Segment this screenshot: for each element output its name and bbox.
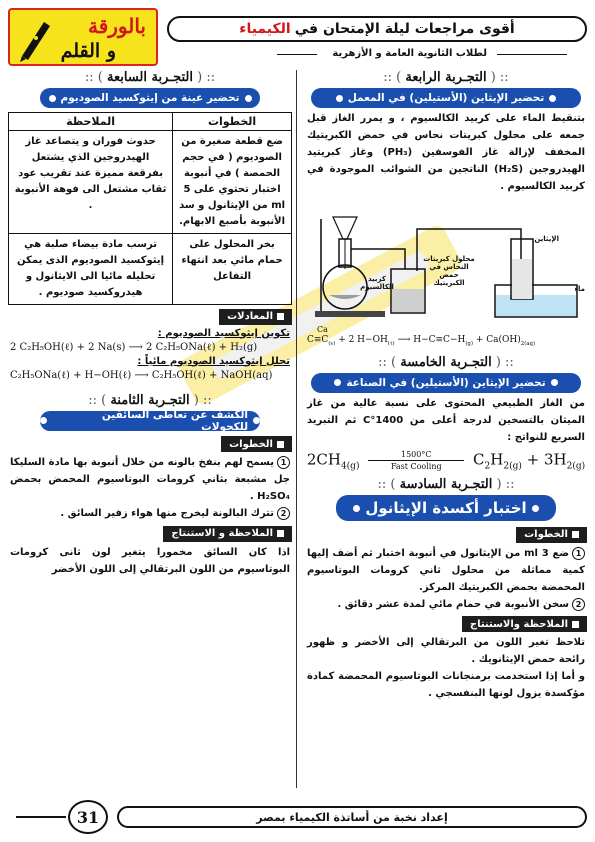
eq1-title: تكوين إيثوكسيد الصوديوم : xyxy=(157,327,290,339)
exp6-step1: 1ضع 3 ml من الإيثانول في أنبوبة اختبار ثم أضف إليها كمية مماثلة من محلول ثاني كرومات البوتاسيوم المحمضة بحمض الكبريتيك المركز. xyxy=(307,547,585,593)
exp8-obs: اذا كان السائق مخمورا يتغير لون ثانى كرومات البوتاسيوم من اللون البرتقالي إلى اللون الأخضر xyxy=(10,546,290,575)
subtitle: لطلاب الثانوية العامة و الأزهرية xyxy=(332,48,487,59)
brand-line2: و القلم xyxy=(60,40,116,62)
table-cell-obs: حدوث فوران و يتصاعد غاز الهيدروجين الذي يشتعل بفرقعة مميزة عند تقريب عود ثقاب مشتعل الى فوهة الأنبوبة . xyxy=(9,131,173,234)
page-title xyxy=(167,16,587,42)
brand-line1: بالورقة xyxy=(87,14,146,38)
title-main: أقوى مراجعات ليلة الإمتحان في xyxy=(294,21,515,37)
table-cell-obs: ترسب مادة بيضاء صلبة هي إيثوكسيد الصوديوم الذى يمكن تحليله مائيا الى الايثانول و هيدروكسيد صوديوم . xyxy=(9,234,173,305)
exp4-pill: تحضير الإيثاين (الأستيلين) في المعمل xyxy=(311,88,581,108)
bullet-icon xyxy=(549,95,556,102)
exp7-table xyxy=(8,112,292,305)
bullet-icon xyxy=(551,379,558,386)
table-row xyxy=(9,234,292,305)
square-icon xyxy=(277,530,284,537)
exp6-steps-head: الخطوات xyxy=(516,527,587,543)
footer-rule xyxy=(16,816,66,818)
exp8-step2: 2تترك البالونة ليخرج منها هواء زفير السائق . xyxy=(8,505,292,522)
exp5-title: :: ( التجـربة الخامسة ) :: xyxy=(378,354,514,370)
exp8-pill: الكشف عن تعاطى السائقين للكحولات xyxy=(40,411,260,431)
exp6-step2: 2سخن الأنبوبة في حمام مائي لمدة عشر دقائق . xyxy=(305,596,587,613)
exp7-pill: تحضير عينة من إيثوكسيد الصوديوم xyxy=(40,88,260,108)
exp8-steps-head: الخطوات xyxy=(221,436,292,452)
equations-head: المعادلات xyxy=(219,309,292,325)
bullet-icon xyxy=(353,505,360,512)
exp5-pill: تحضير الإيثاين (الأستيلين) في الصناعة xyxy=(311,373,581,393)
bullet-icon xyxy=(49,95,56,102)
square-icon xyxy=(572,621,579,628)
label-solution: محلول كبريتات النحاس في حمض الكبريتيك xyxy=(423,255,475,287)
exp7-title: :: ( التجـربة السابعة ) :: xyxy=(84,70,216,85)
brand-logo xyxy=(8,8,158,66)
column-divider xyxy=(296,70,297,788)
title-highlight: الكيمياء xyxy=(239,21,291,37)
table-header-steps: الخطوات xyxy=(173,113,292,131)
exp6-obs-head: الملاحظة والاستنتاج xyxy=(462,616,587,632)
page-header xyxy=(8,8,587,68)
bullet-icon xyxy=(245,95,252,102)
table-cell-step: بخر المحلول على حمام مائي بعد انتهاء التفاعل xyxy=(173,234,292,305)
eq2-title: تحلل إيثوكسيد الصوديوم مائياً : xyxy=(137,355,290,367)
exp6-obs1: تلاحظ تغير اللون من البرتقالي إلى الأخضر و ظهور رائحة حمض الإيثانويك . xyxy=(307,637,585,666)
page-footer xyxy=(8,800,587,834)
table-row xyxy=(9,131,292,234)
table-cell-step: ضع قطعة صغيرة من الصوديوم ( في حجم الحمصة ) في أنبوبة اختبار تحتوي على 5 ml من الإيثانول و سد الأنبوبة بأصبع الابهام. xyxy=(173,131,292,234)
bullet-icon xyxy=(532,505,539,512)
square-icon xyxy=(277,441,284,448)
label-ethyne: الإيثاين xyxy=(534,235,559,243)
exp8-obs-head: الملاحظة و الاستنتاج xyxy=(163,526,292,542)
square-icon xyxy=(277,313,284,320)
left-column xyxy=(8,68,292,792)
exp8-step1: 1يسمح لهم بنفخ بالونه من خلال أنبوبة بها مادة السليكا جل مشبعة بثاني كرومات البوتاسيوم المحمض بحمض H₂SO₄ . xyxy=(10,457,290,502)
subtitle-rule xyxy=(497,54,567,55)
exp8-title: :: ( التجـربة الثامنة ) :: xyxy=(88,392,212,408)
bullet-icon xyxy=(336,95,343,102)
table-header-obs: الملاحظة xyxy=(9,113,173,131)
bullet-icon xyxy=(40,417,47,424)
right-column xyxy=(305,68,587,792)
label-water: ماء xyxy=(574,285,585,293)
exp4-text: بتنقيط الماء على كربيد الكالسيوم ، و يمرر الغاز قبل جمعه على محلول كبريتات نحاس في حمض الكبريتيك المخفف لإزالة غاز الفوسفين (PH₃) وغاز كبريتيد الهيدروجين (H₂S) الناتجين من الشوائب الموجودة في كربيد الكالسيوم . xyxy=(307,113,585,192)
exp6-obs2: و أما إذا استخدمت برمنجانات البوتاسيوم المحمضة كمادة مؤكسدة يزول لونها البنفسجي . xyxy=(307,671,585,700)
pen-icon xyxy=(16,16,54,62)
exp5-text: من الغاز الطبيعي المحتوى على نسبة عالية من غاز الميثان بالتسخين لدرجة أعلى من 1400°C ثم التبريد السريع للنواتج : xyxy=(307,397,585,443)
bullet-icon xyxy=(253,417,260,424)
footer-credit: إعداد نخبة من أساتذة الكيمياء بمصر xyxy=(117,806,587,828)
eq2: C₂H₅ONa(ℓ) + H−OH(ℓ) ⟶ C₂H₅OH(ℓ) + NaOH(aq) xyxy=(10,369,273,381)
exp6-title: :: ( التجـربة السادسة ) :: xyxy=(377,477,515,493)
exp4-equation: Ca $C\equiv C_{(s)} + 2$ $H-OH_{(\ell)}$ ⟶ $H-C\equiv C-H_{(g)} + Ca(OH)_{2(aq)}$ xyxy=(307,325,536,347)
bullet-icon xyxy=(334,379,341,386)
exp4-title: :: ( التجـربة الرابعة ) :: xyxy=(383,70,509,85)
exp6-pill: اختبار أكسدة الإيثانول xyxy=(336,495,556,521)
eq1: 2 C₂H₅OH(ℓ) + 2 Na(s) ⟶ 2 C₂H₅ONa(ℓ) + H₂(g) xyxy=(10,341,258,353)
label-carbide: كربيد الكالسيوم xyxy=(360,275,394,291)
apparatus-figure xyxy=(305,199,587,323)
table-header-row xyxy=(9,113,292,131)
exp5-equation: $2CH_{4(g)}$ 1500°C Fast Cooling $C_2H_{2(g)} + 3H_{2(g)}$ xyxy=(306,449,586,472)
square-icon xyxy=(572,531,579,538)
subtitle-rule xyxy=(277,54,317,55)
page-number: 31 xyxy=(68,800,108,834)
